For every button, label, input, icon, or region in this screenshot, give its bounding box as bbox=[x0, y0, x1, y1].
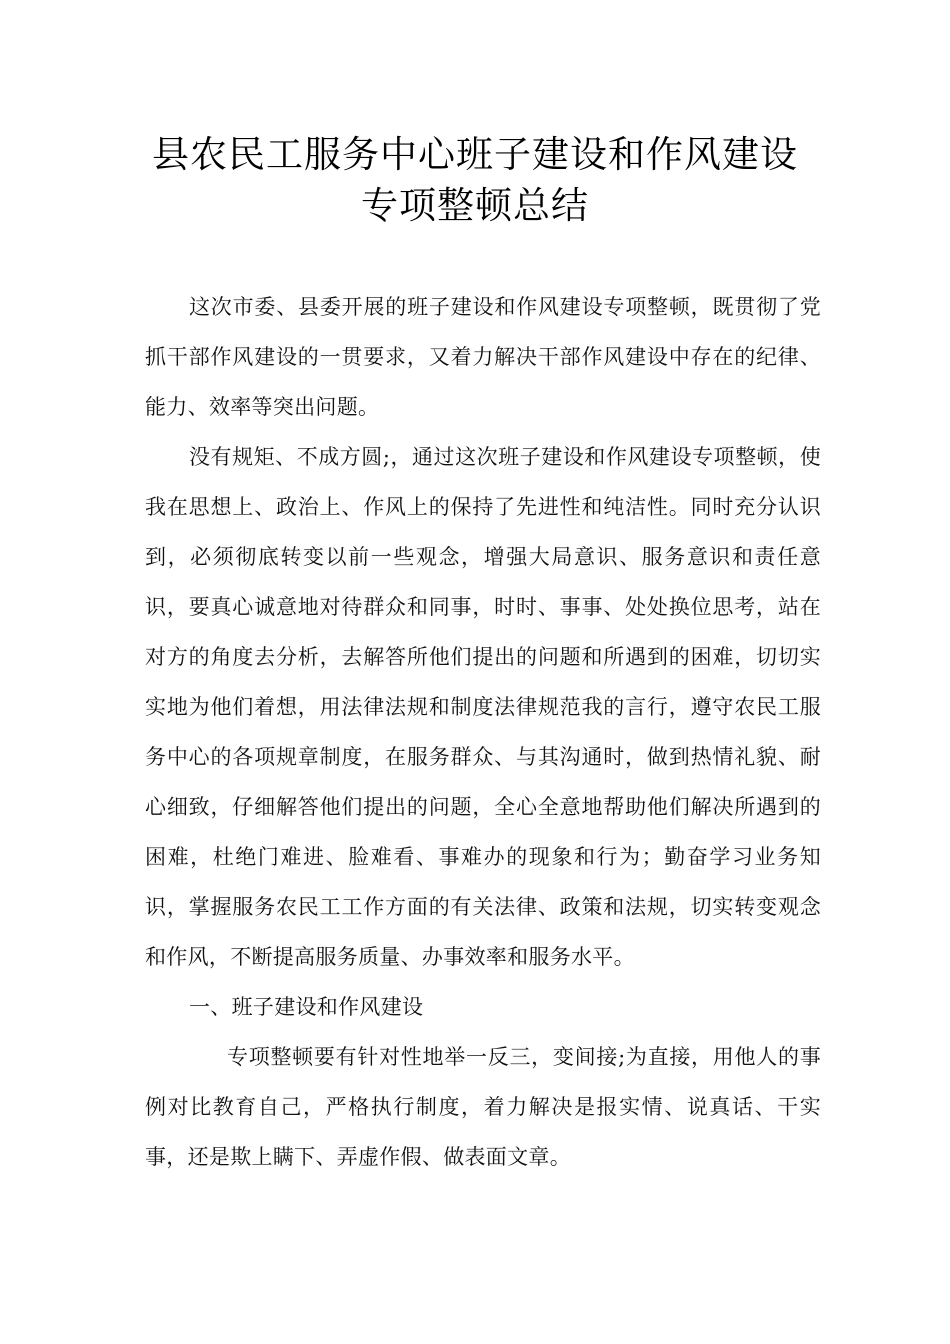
paragraph-reflection: 没有规矩、不成方圆;，通过这次班子建设和作风建设专项整顿，使我在思想上、政治上、作风上的保持了先进性和纯洁性。同时充分认识到，必须彻底转变以前一些观念，增强大局意识、服务意识和责任意识，要真心诚意地对待群众和同事，时时、事事、处处换位思考，站在对方的角度去分析，去解答所他们提出的问题和所遇到的困难，切切实实地为他们着想，用法律法规和制度法律规范我的言行，遵守农民工服务中心的各项规章制度，在服务群众、与其沟通时，做到热情礼貌、耐心细致，仔细解答他们提出的问题，全心全意地帮助他们解决所遇到的困难，杜绝门难进、脸难看、事难办的现象和行为；勤奋学习业务知识，掌握服务农民工工作方面的有关法律、政策和法规，切实转变观念和作风，不断提高服务质量、办事效率和服务水平。 bbox=[145, 445, 821, 969]
document-title-line1: 县农民工服务中心班子建设和作风建设 bbox=[152, 133, 798, 176]
paragraph-intro: 这次市委、县委开展的班子建设和作风建设专项整顿，既贯彻了党抓干部作风建设的一贯要求，又着力解决干部作风建设中存在的纪律、能力、效率等突出问题。 bbox=[145, 295, 821, 419]
document-title-line2: 专项整顿总结 bbox=[361, 184, 589, 227]
paragraph-rectification: 专项整顿要有针对性地举一反三，变间接;为直接，用他人的事例对比教育自己，严格执行制度，着力解决是报实情、说真话、干实事，还是欺上瞒下、弄虚作假、做表面文章。 bbox=[145, 1045, 821, 1169]
document-body bbox=[145, 282, 821, 1182]
section-heading: 一、班子建设和作风建设 bbox=[189, 995, 424, 1019]
